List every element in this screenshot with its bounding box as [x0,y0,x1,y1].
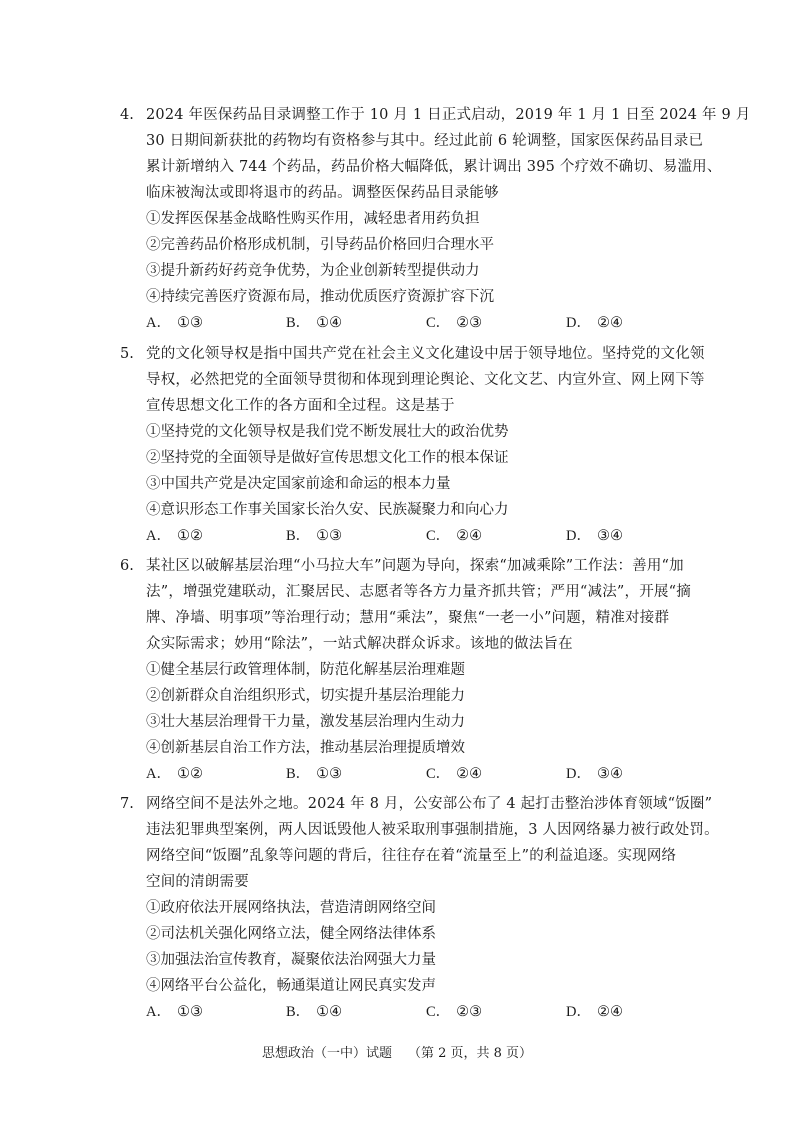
choice-value: ②④ [456,766,483,782]
choice-letter: C． [426,1004,451,1020]
question-stem [146,102,751,206]
stem-line: 空间的清朗需要 [146,874,249,890]
stem-line: 网络空间不是法外之地。2024 年 8 月，公安部公布了 4 起打击整治涉体育领域“饭圈” [146,796,713,812]
choice-value: ①④ [316,315,343,331]
choice-a[interactable] [146,999,203,1025]
choice-letter: A． [146,315,171,331]
choice-letter: B． [286,528,311,544]
question-number: 4. [120,107,134,123]
stem-line: 牌、净墙、明事项”等治理行动；慧用“乘法”，聚焦“一老一小”问题，精准对接群 [146,610,670,626]
choice-value: ①② [176,766,203,782]
question-number: 6. [120,558,134,574]
choice-b[interactable] [286,523,342,549]
choice-letter: C． [426,528,451,544]
statement-option: ①政府依法开展网络执法，营造清朗网络空间 [146,900,436,916]
choice-a[interactable] [146,761,203,787]
choice-value: ①② [176,528,203,544]
statement-option: ①发挥医保基金战略性购买作用，减轻患者用药负担 [146,211,480,227]
choice-letter: B． [286,766,311,782]
statement-option: ③提升新药好药竞争优势，为企业创新转型提供动力 [146,263,480,279]
choice-value: ③④ [596,766,623,782]
stem-line: 2024 年医保药品目录调整工作于 10 月 1 日正式启动，2019 年 1 月 1 日至 2024 年 9 月 [146,107,751,123]
stem-line: 30 日期间新获批的药物均有资格参与其中。经过此前 6 轮调整，国家医保药品目录已 [146,133,704,149]
choice-value: ②④ [456,528,483,544]
choice-c[interactable] [426,761,482,787]
question-stem [146,553,691,657]
choice-value: ②③ [456,1004,483,1020]
choice-d[interactable] [566,999,623,1025]
choice-c[interactable] [426,523,482,549]
stem-line: 累计新增纳入 744 个药品，药品价格大幅降低，累计调出 395 个疗效不确切、易滥用、 [146,159,722,175]
page-footer [0,1044,794,1064]
question-stem [146,341,705,419]
stem-line: 网络空间“饭圈”乱象等问题的背后，往往存在着“流量至上”的利益追逐。实现网络 [146,848,677,864]
choice-value: ③④ [596,528,623,544]
statement-option: ①坚持党的文化领导权是我们党不断发展壮大的政治优势 [146,424,509,440]
choice-a[interactable] [146,310,203,336]
choice-letter: D． [566,528,591,544]
page-number-info: （第 2 页，共 8 页） [407,1046,533,1061]
exam-title: 思想政治（一中）试题 [261,1046,392,1061]
question-5 [120,341,705,549]
question-7 [120,791,719,1025]
question-number: 5. [120,346,134,362]
statement-option: ②司法机关强化网络立法，健全网络法律体系 [146,926,436,942]
choice-letter: B． [286,1004,311,1020]
choice-b[interactable] [286,310,342,336]
answer-choices [146,761,680,787]
choice-value: ①③ [316,528,343,544]
choice-letter: D． [566,1004,591,1020]
statement-option: ③中国共产党是决定国家前途和命运的根本力量 [146,476,451,492]
choice-letter: C． [426,766,451,782]
question-number: 7. [120,796,134,812]
question-4 [120,102,751,336]
choice-value: ①③ [176,1004,203,1020]
choice-value: ①③ [176,315,203,331]
question-stem [146,791,719,895]
statement-option: ②创新群众自治组织形式，切实提升基层治理能力 [146,688,465,704]
choice-letter: A． [146,766,171,782]
statement-option: ②完善药品价格形成机制，引导药品价格回归合理水平 [146,237,494,253]
choice-b[interactable] [286,761,342,787]
choice-c[interactable] [426,999,482,1025]
choice-c[interactable] [426,310,482,336]
stem-line: 导权，必然把党的全面领导贯彻和体现到理论舆论、文化文艺、内宣外宣、网上网下等 [146,372,705,388]
stem-line: 法”，增强党建联动，汇聚居民、志愿者等各方力量齐抓共管；严用“减法”，开展“摘 [146,584,691,600]
choice-value: ①④ [316,1004,343,1020]
choice-letter: A． [146,1004,171,1020]
choice-letter: D． [566,766,591,782]
question-6 [120,553,691,787]
choice-d[interactable] [566,523,623,549]
statement-option: ②坚持党的全面领导是做好宣传思想文化工作的根本保证 [146,450,509,466]
statement-option: ③壮大基层治理骨干力量，激发基层治理内生动力 [146,714,465,730]
answer-choices [146,310,680,336]
statement-option: ④创新基层自治工作方法，推动基层治理提质增效 [146,740,465,756]
choice-d[interactable] [566,310,623,336]
statement-option: ③加强法治宣传教育，凝聚依法治网强大力量 [146,952,436,968]
choice-letter: B． [286,315,311,331]
choice-letter: C． [426,315,451,331]
statement-option: ①健全基层行政管理体制，防范化解基层治理难题 [146,662,465,678]
answer-choices [146,523,680,549]
choice-b[interactable] [286,999,342,1025]
stem-line: 临床被淘汰或即将退市的药品。调整医保药品目录能够 [146,185,499,201]
stem-line: 党的文化领导权是指中国共产党在社会主义文化建设中居于领导地位。坚持党的文化领 [146,346,705,362]
choice-value: ②③ [456,315,483,331]
choice-letter: A． [146,528,171,544]
stem-line: 违法犯罪典型案例，两人因诋毁他人被采取刑事强制措施，3 人因网络暴力被行政处罚。 [146,822,719,838]
answer-choices [146,999,680,1025]
statement-option: ④持续完善医疗资源布局，推动优质医疗资源扩容下沉 [146,289,494,305]
choice-value: ②④ [596,1004,623,1020]
choice-value: ②④ [596,315,623,331]
choice-d[interactable] [566,761,623,787]
statement-option: ④网络平台公益化，畅通渠道让网民真实发声 [146,978,436,994]
stem-line: 某社区以破解基层治理“小马拉大车”问题为导向，探索“加减乘除”工作法：善用“加 [146,558,684,574]
choice-a[interactable] [146,523,203,549]
stem-line: 宣传思想文化工作的各方面和全过程。这是基于 [146,398,455,414]
stem-line: 众实际需求；妙用“除法”，一站式解决群众诉求。该地的做法旨在 [146,636,573,652]
statement-option: ④意识形态工作事关国家长治久安、民族凝聚力和向心力 [146,502,509,518]
choice-value: ①③ [316,766,343,782]
choice-letter: D． [566,315,591,331]
